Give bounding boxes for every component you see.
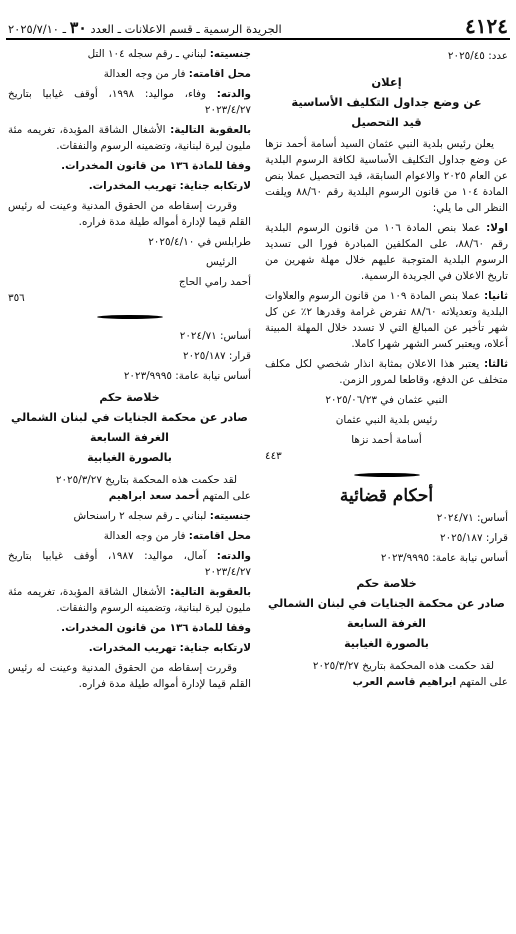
page-number: ٤١٢٤ bbox=[465, 14, 508, 38]
case-accused-prefix: على المتهم bbox=[459, 676, 508, 688]
case2-decision: قرار: ٢٠٢٥/١٨٧ bbox=[183, 350, 251, 362]
p2-decision: وقررت إسقاطه من الحقوق المدنية وعينت له رئيس القلم قيما لإدارة أمواله طيلة مدة فراره. bbox=[8, 662, 251, 690]
announcement-item-1 bbox=[265, 220, 508, 284]
case-ruling: لقد حكمت هذه المحكمة بتاريخ ٢٠٢٥/٣/٢٧ bbox=[312, 660, 494, 672]
p2-mother bbox=[8, 548, 251, 580]
case-court: صادر عن محكمة الجنايات في لبنان الشمالي bbox=[268, 597, 505, 610]
case-chamber: الغرفة السابعة bbox=[347, 617, 426, 630]
p1-mother-value: وفاء، مواليد: ١٩٩٨، أوقف غيابيا بتاريخ ٢٠٢٣/٤/٢٧ bbox=[8, 88, 251, 116]
item-2-text: عملا بنص المادة ١٠٩ من قانون الرسوم والعلاوات البلدية وتعديلاته ٨٨/٦٠ تفرض غرامة وقدرها ٢٪ عن كل شهر تأخير عن المبالغ التي لا تسدد خلال المهلة المبينة أعلاه، ويعتبر كسر الشهر شهرا كاملا. bbox=[265, 290, 508, 350]
p1-nationality bbox=[8, 46, 251, 62]
announcement-subtitle-2: قيد التحصيل bbox=[351, 115, 422, 129]
case2-accused-prefix: على المتهم bbox=[202, 490, 251, 502]
item-2-label: ثانيا: bbox=[483, 290, 508, 302]
announcement-signer-title: رئيس بلدية النبي عثمان bbox=[335, 414, 438, 426]
announcement-ref: عدد: ٢٠٢٥/٤٥ bbox=[447, 50, 508, 62]
case-prosecution: أساس نيابة عامة: ٢٠٢٣/٩٩٩٥ bbox=[380, 552, 508, 564]
case-mode: بالصورة الغيابية bbox=[344, 637, 429, 650]
p1-signer-title: الرئيس bbox=[205, 256, 237, 268]
p2-nationality-value: لبناني ـ رقم سجله ٢ راسنحاش bbox=[73, 510, 207, 522]
p1-crime-value: تهريب المخدرات. bbox=[88, 180, 177, 192]
case2-accused bbox=[8, 488, 251, 504]
item-1-label: اولا: bbox=[486, 222, 508, 234]
case2-ruling: لقد حكمت هذه المحكمة بتاريخ ٢٠٢٥/٣/٢٧ bbox=[55, 474, 237, 486]
p1-penalty-label: بالعقوبة التالية: bbox=[170, 124, 252, 136]
separator-bar bbox=[354, 473, 420, 477]
case-accused bbox=[265, 674, 508, 690]
running-title-date: ـ ٢٠٢٥/٧/١٠ bbox=[8, 22, 67, 36]
p1-article: وفقا للمادة ١٣٦ من قانون المخدرات. bbox=[61, 160, 251, 172]
p1-number: ٣٥٦ bbox=[8, 292, 25, 304]
p1-penalty-value: الأشغال الشاقة المؤبدة، تغريمه مئة مليون ليرة لبنانية، وتضمينه الرسوم والنفقات. bbox=[8, 124, 251, 152]
announcement-item-3 bbox=[265, 356, 508, 388]
p1-residence bbox=[8, 66, 251, 82]
case2-prosecution: أساس نيابة عامة: ٢٠٢٣/٩٩٩٥ bbox=[123, 370, 251, 382]
p2-penalty bbox=[8, 584, 251, 616]
p2-mother-label: والدته: bbox=[216, 550, 251, 562]
case-accused-name: ابراهيم قاسم العرب bbox=[352, 676, 457, 688]
announcement-number: ٤٤٣ bbox=[265, 450, 282, 462]
p1-decision: وقررت إسقاطه من الحقوق المدنية وعينت له رئيس القلم قيما لإدارة أمواله طيلة مدة فراره. bbox=[8, 200, 251, 228]
p1-nationality-value: لبناني ـ رقم سجله ١٠٤ التل bbox=[87, 48, 207, 60]
announcement-place-date: النبي عثمان في ٢٠٢٥/٠٦/٢٣ bbox=[325, 394, 448, 406]
p1-penalty bbox=[8, 122, 251, 154]
issue-number: ٣٠ bbox=[69, 18, 87, 37]
item-3-text: يعتبر هذا الاعلان بمثابة انذار شخصي لكل مكلف متخلف عن الدفع، وقاطعا لمرور الزمن. bbox=[265, 358, 508, 386]
p2-mother-value: آمال، مواليد: ١٩٨٧، أوقف غيابيا بتاريخ ٢٠٢٣/٤/٢٧ bbox=[8, 550, 251, 578]
separator bbox=[265, 468, 508, 482]
p1-crime-label: لارتكابه جناية: bbox=[179, 180, 251, 192]
right-column bbox=[265, 46, 510, 692]
case2-mode: بالصورة الغيابية bbox=[87, 451, 172, 464]
p2-residence-label: محل اقامته: bbox=[188, 530, 251, 542]
left-column bbox=[6, 46, 251, 692]
p2-crime-value: تهريب المخدرات. bbox=[88, 642, 177, 654]
item-1-text: عملا بنص المادة ١٠٦ من قانون الرسوم البلدية رقم ٨٨/٦٠، على المكلفين المبادرة فورا الى تسديد الرسوم البلدية المتوجبة عليهم خلال مهلة شهرين من تاريخ الاعلان في الجريدة الرسمية. bbox=[265, 222, 508, 282]
columns bbox=[6, 46, 510, 692]
p1-residence-label: محل اقامته: bbox=[188, 68, 251, 80]
p2-nationality-label: جنسيته: bbox=[209, 510, 251, 522]
p2-residence bbox=[8, 528, 251, 544]
separator-2 bbox=[8, 310, 251, 324]
p1-residence-value: فار من وجه العدالة bbox=[103, 68, 186, 80]
case2-basis: أساس: ٢٠٢٤/٧١ bbox=[179, 330, 251, 342]
p1-signer-name: أحمد رامي الحاج bbox=[178, 276, 251, 288]
p2-penalty-value: الأشغال الشاقة المؤبدة، تغريمه مئة مليون ليرة لبنانية، وتضمينه الرسوم والنفقات. bbox=[8, 586, 251, 614]
announcement-subtitle: عن وضع جداول التكليف الأساسية bbox=[291, 95, 482, 109]
p1-nationality-label: جنسيته: bbox=[209, 48, 251, 60]
case2-accused-name: أحمد سعد ابراهيم bbox=[108, 490, 200, 502]
announcement-item-2 bbox=[265, 288, 508, 352]
case2-chamber: الغرفة السابعة bbox=[90, 431, 169, 444]
announcement-signer-name: أسامة أحمد نزها bbox=[351, 434, 422, 446]
item-3-label: ثالثا: bbox=[483, 358, 508, 370]
case2-summary-title: خلاصة حكم bbox=[99, 391, 160, 404]
running-title bbox=[8, 18, 282, 37]
p1-crime bbox=[8, 178, 251, 194]
p1-mother bbox=[8, 86, 251, 118]
announcement-intro: يعلن رئيس بلدية النبي عثمان السيد أسامة أحمد نزها عن وضع جداول التكليف الأساسية لكافة الرسوم البلدية عن العام ٢٠٢٥ والاعوام السابقة، قيد التحصيل عملا بنص المادة ١٠٤ من قانون الرسوم البلدية رقم ٨٨/٦٠ ويلفت النظر الى ما يلي: bbox=[265, 138, 508, 214]
announcement-title: إعلان bbox=[371, 75, 402, 89]
case-summary-title: خلاصة حكم bbox=[356, 577, 417, 590]
p2-penalty-label: بالعقوبة التالية: bbox=[170, 586, 252, 598]
page-header bbox=[6, 6, 510, 40]
p2-residence-value: فار من وجه العدالة bbox=[103, 530, 186, 542]
case-decision: قرار: ٢٠٢٥/١٨٧ bbox=[440, 532, 508, 544]
p1-mother-label: والدته: bbox=[216, 88, 251, 100]
p1-place-date: طرابلس في ٢٠٢٥/٤/١٠ bbox=[148, 236, 251, 248]
case-basis: أساس: ٢٠٢٤/٧١ bbox=[436, 512, 508, 524]
running-title-prefix: الجريدة الرسمية ـ قسم الاعلانات ـ العدد bbox=[90, 22, 282, 36]
case2-court: صادر عن محكمة الجنايات في لبنان الشمالي bbox=[11, 411, 248, 424]
p2-nationality bbox=[8, 508, 251, 524]
section-heading: أحكام قضائية bbox=[339, 486, 434, 506]
separator-bar-2 bbox=[97, 315, 163, 319]
p2-article: وفقا للمادة ١٣٦ من قانون المخدرات. bbox=[61, 622, 251, 634]
p2-crime-label: لارتكابه جناية: bbox=[179, 642, 251, 654]
p2-crime bbox=[8, 640, 251, 656]
